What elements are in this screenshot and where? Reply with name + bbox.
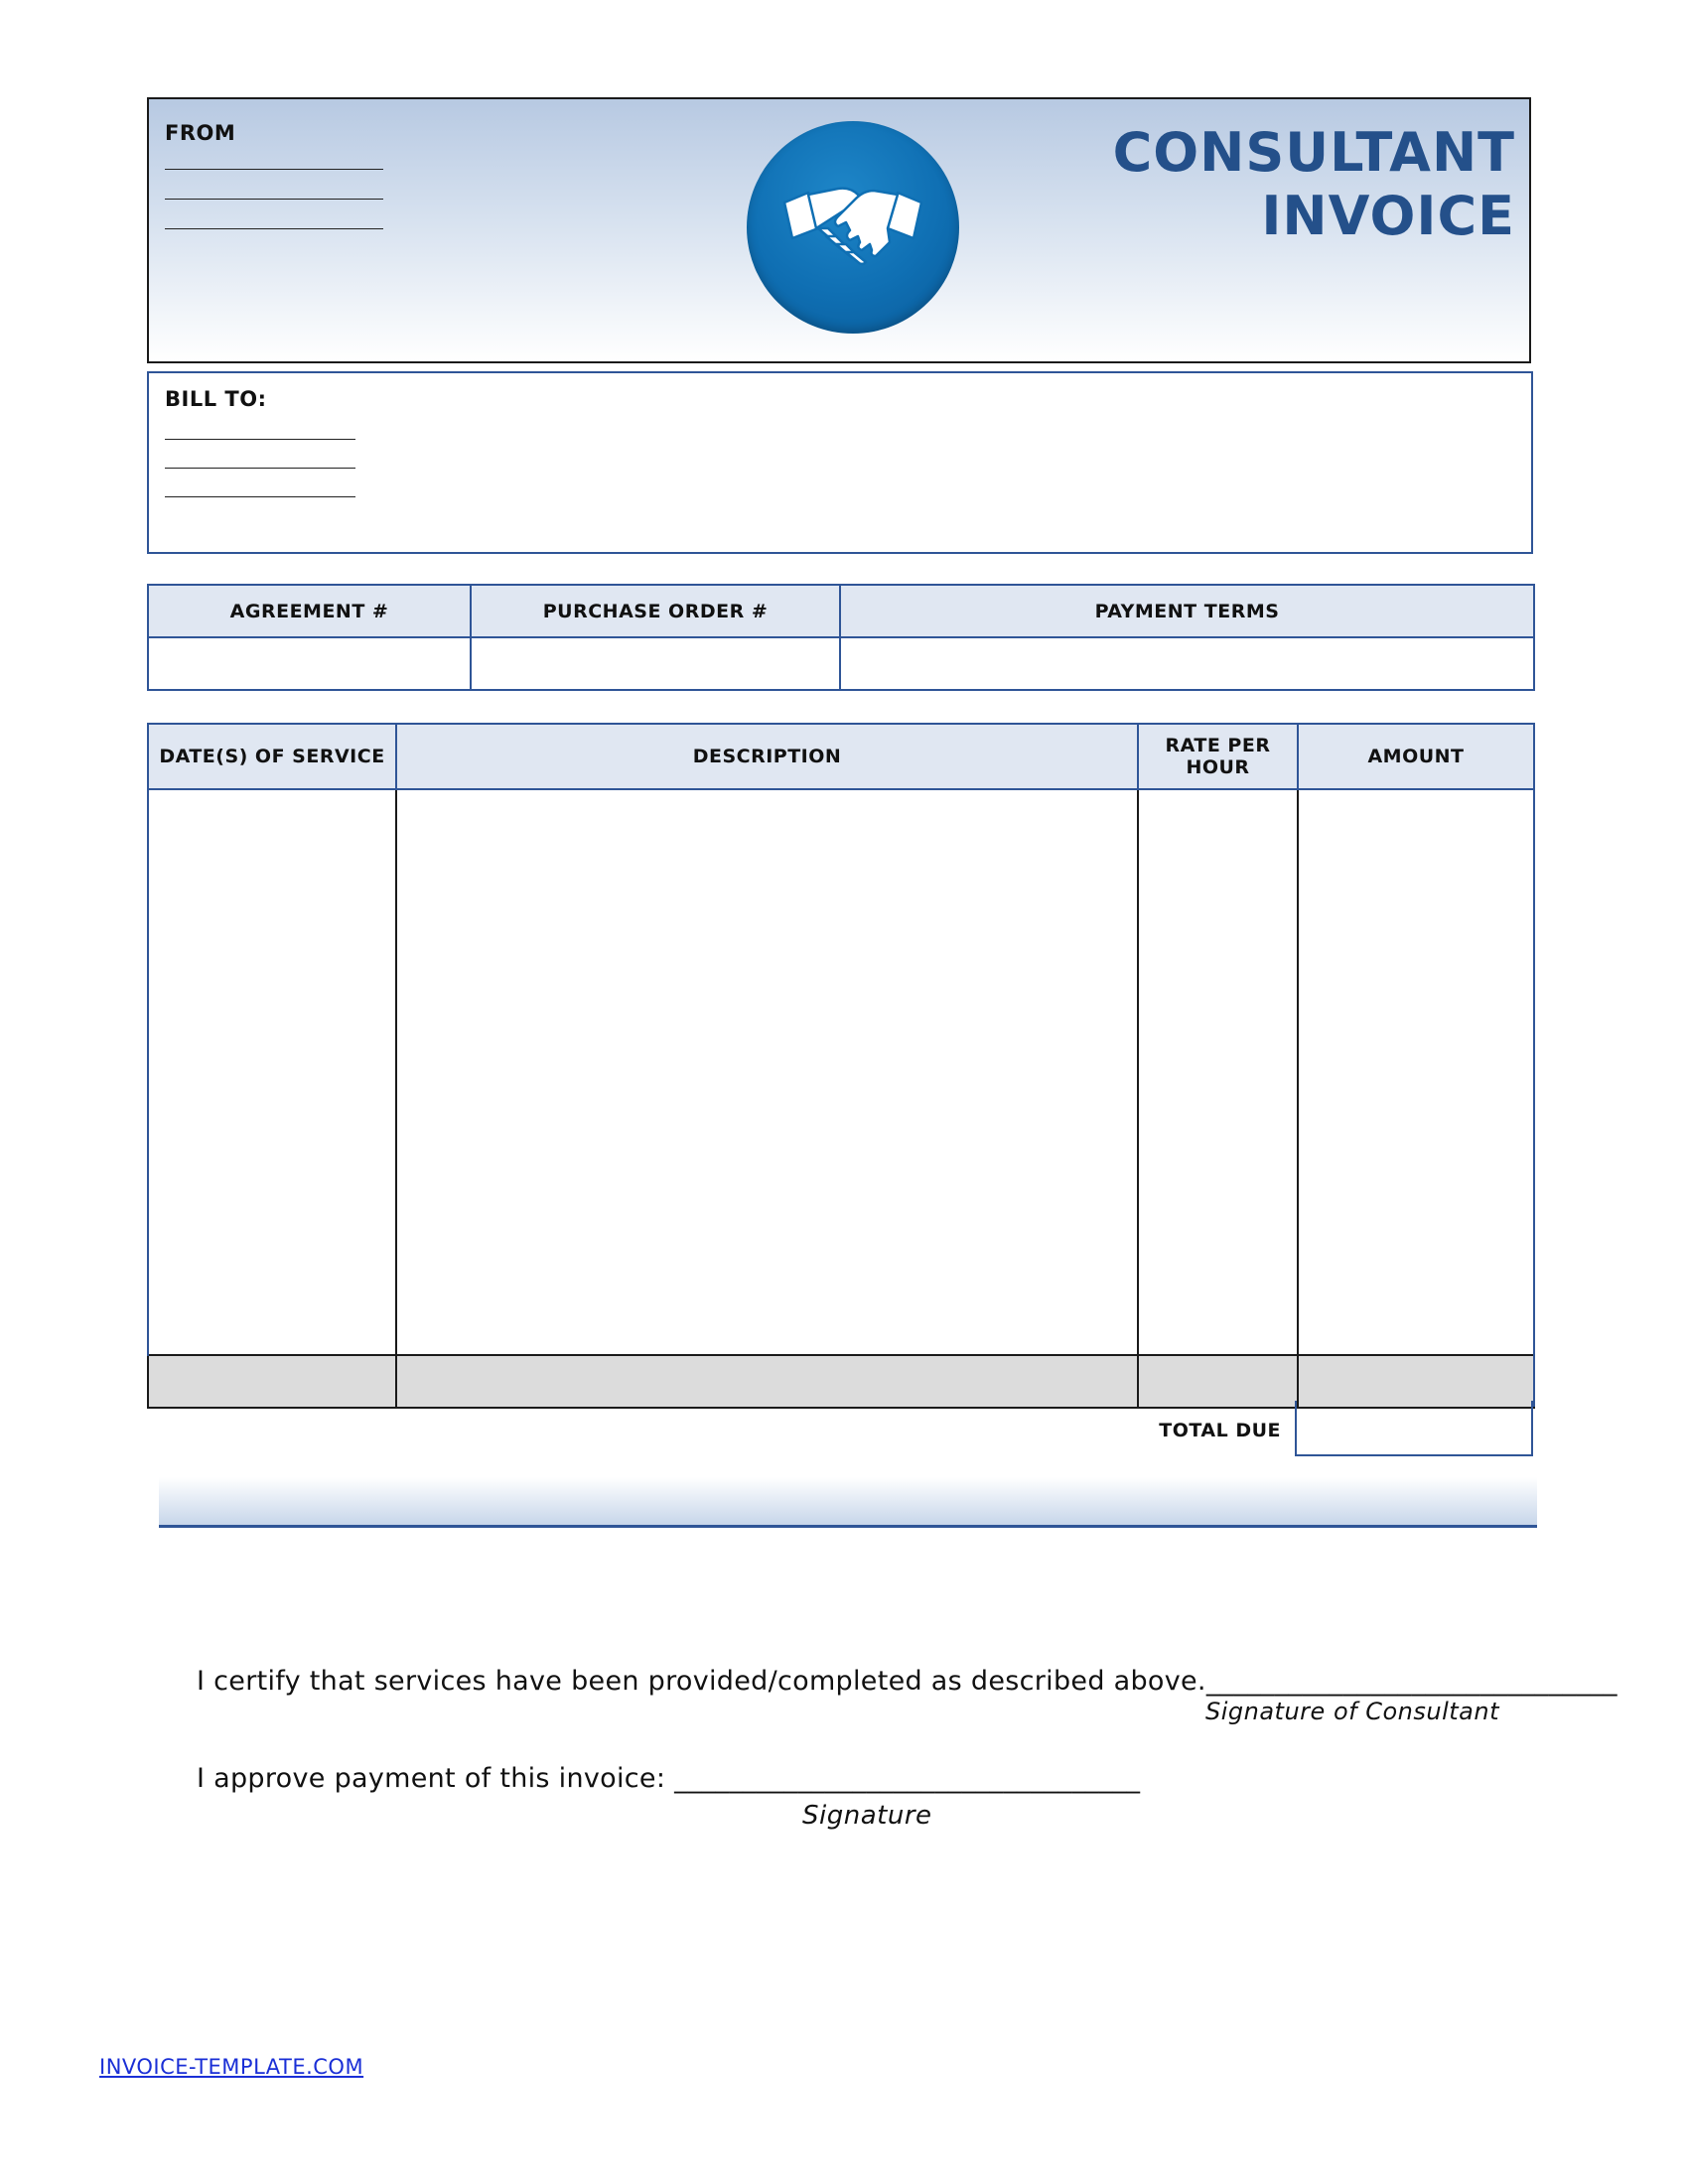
total-due-label: TOTAL DUE xyxy=(1159,1420,1281,1441)
from-line-2[interactable] xyxy=(165,199,383,200)
rate-header: RATE PER HOUR xyxy=(1138,724,1298,789)
agreement-cell[interactable] xyxy=(148,637,471,690)
rate-cell[interactable] xyxy=(1138,789,1298,1355)
amount-cell[interactable] xyxy=(1298,789,1534,1355)
payment-terms-cell[interactable] xyxy=(840,637,1534,690)
from-line-1[interactable] xyxy=(165,169,383,170)
divider-bar xyxy=(159,1477,1537,1528)
bill-to-line-2[interactable] xyxy=(165,468,355,469)
description-cell[interactable] xyxy=(396,789,1138,1355)
bill-to-label: BILL TO: xyxy=(165,387,267,411)
from-label: FROM xyxy=(165,121,236,145)
purchase-order-header: PURCHASE ORDER # xyxy=(471,585,840,637)
approver-signature-caption: Signature xyxy=(802,1801,932,1831)
certify-statement: I certify that services have been provided/completed as described above.______________________________ xyxy=(197,1666,1618,1697)
title-line-invoice: INVOICE xyxy=(1261,185,1515,247)
footer-website-link[interactable]: INVOICE-TEMPLATE.COM xyxy=(99,2055,364,2079)
dates-cell[interactable] xyxy=(148,789,396,1355)
subtotal-rate-cell xyxy=(1138,1355,1298,1408)
dates-header: DATE(S) OF SERVICE xyxy=(148,724,396,789)
description-header: DESCRIPTION xyxy=(396,724,1138,789)
agreement-header: AGREEMENT # xyxy=(148,585,471,637)
terms-table xyxy=(147,584,1535,691)
from-line-3[interactable] xyxy=(165,228,383,229)
consultant-signature-caption: Signature of Consultant xyxy=(1205,1698,1499,1725)
amount-header: AMOUNT xyxy=(1298,724,1534,789)
purchase-order-cell[interactable] xyxy=(471,637,840,690)
handshake-icon xyxy=(747,121,959,334)
approve-statement: I approve payment of this invoice: __________________________________ xyxy=(197,1763,1141,1794)
bill-to-box xyxy=(147,371,1533,554)
total-due-field[interactable] xyxy=(1295,1401,1533,1456)
bill-to-line-1[interactable] xyxy=(165,439,355,440)
subtotal-dates-cell xyxy=(148,1355,396,1408)
handshake-logo xyxy=(747,121,959,334)
subtotal-description-cell xyxy=(396,1355,1138,1408)
bill-to-line-3[interactable] xyxy=(165,496,355,497)
payment-terms-header: PAYMENT TERMS xyxy=(840,585,1534,637)
invoice-title xyxy=(1113,121,1515,248)
title-line-consultant: CONSULTANT xyxy=(1112,121,1515,184)
services-table xyxy=(147,723,1535,1409)
invoice-header xyxy=(147,97,1531,363)
